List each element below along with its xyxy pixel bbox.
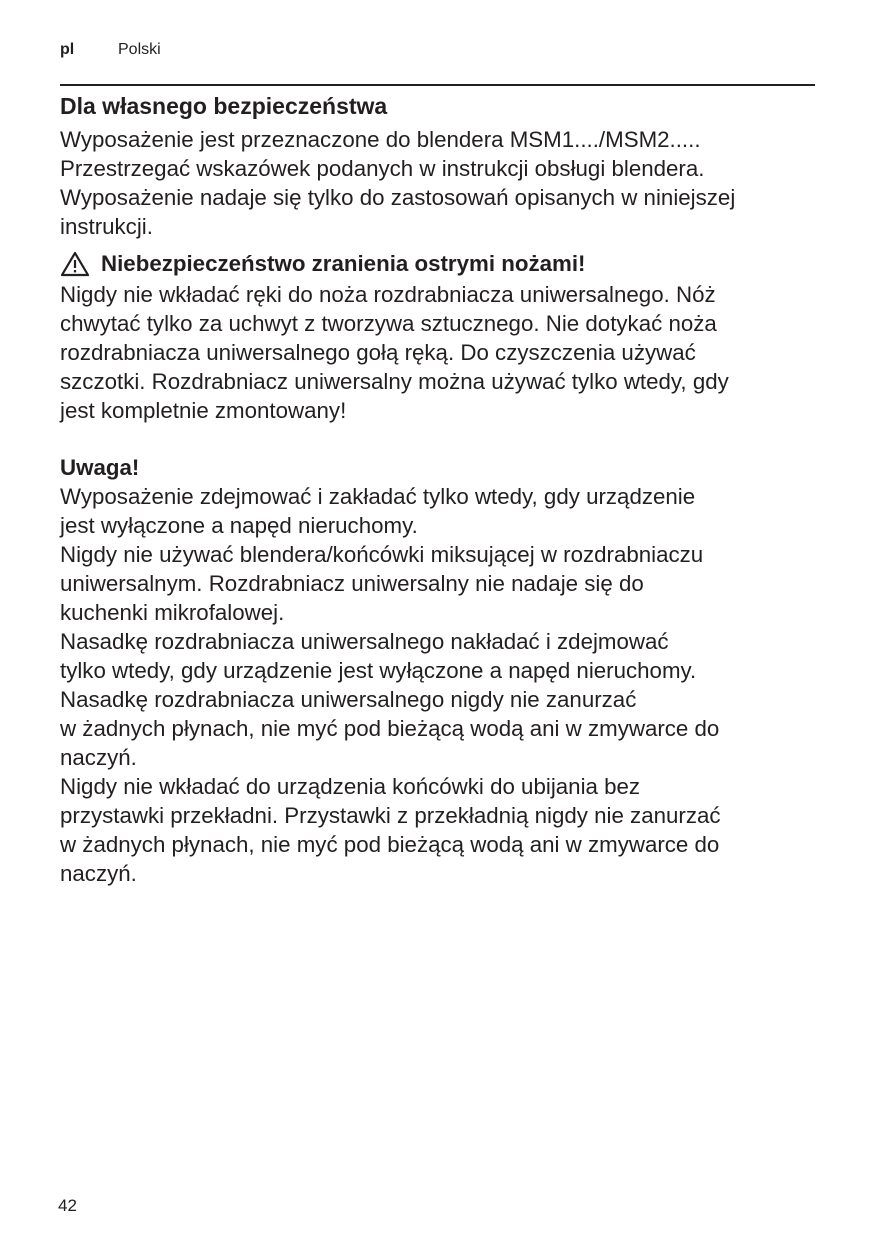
language-code: pl — [60, 41, 75, 58]
note-title: Uwaga! — [60, 455, 140, 480]
note-line: naczyń. — [60, 745, 137, 770]
note-line: Wyposażenie zdejmować i zakładać tylko wtedy, gdy urządzenie — [60, 484, 696, 509]
warning-triangle-icon — [60, 251, 90, 277]
intro-paragraph — [60, 125, 820, 241]
intro-line: instrukcji. — [60, 214, 153, 239]
note-line: Nigdy nie używać blendera/końcówki miksującej w rozdrabniaczu — [60, 542, 704, 567]
intro-line: Przestrzegać wskazówek podanych w instrukcji obsługi blendera. — [60, 156, 705, 181]
warning-line: Nigdy nie wkładać ręki do noża rozdrabniacza uniwersalnego. Nóż — [60, 282, 716, 307]
note-line: w żadnych płynach, nie myć pod bieżącą wodą ani w zmywarce do — [60, 832, 720, 857]
page-number: 42 — [58, 1196, 77, 1215]
intro-line: Wyposażenie nadaje się tylko do zastosowań opisanych w niniejszej — [60, 185, 736, 210]
note-line: jest wyłączone a napęd nieruchomy. — [60, 513, 418, 538]
note-line: tylko wtedy, gdy urządzenie jest wyłączone a napęd nieruchomy. — [60, 658, 697, 683]
warning-title: Niebezpieczeństwo zranienia ostrymi nożami! — [101, 251, 586, 276]
section-title: Dla własnego bezpieczeństwa — [60, 93, 388, 119]
intro-line: Wyposażenie jest przeznaczone do blendera MSM1..../MSM2..... — [60, 127, 701, 152]
warning-heading — [60, 249, 585, 278]
warning-line: jest kompletnie zmontowany! — [60, 398, 347, 423]
warning-line: szczotki. Rozdrabniacz uniwersalny można używać tylko wtedy, gdy — [60, 369, 729, 394]
warning-line: rozdrabniacza uniwersalnego gołą ręką. Do czyszczenia używać — [60, 340, 696, 365]
warning-line: chwytać tylko za uchwyt z tworzywa sztucznego. Nie dotykać noża — [60, 311, 717, 336]
header-divider — [60, 84, 815, 86]
warning-paragraph — [60, 280, 820, 425]
note-line: Nasadkę rozdrabniacza uniwersalnego nigdy nie zanurzać — [60, 687, 637, 712]
note-paragraph — [60, 482, 820, 888]
note-line: przystawki przekładni. Przystawki z przekładnią nigdy nie zanurzać — [60, 803, 721, 828]
note-line: Nasadkę rozdrabniacza uniwersalnego nakładać i zdejmować — [60, 629, 669, 654]
note-line: Nigdy nie wkładać do urządzenia końcówki do ubijania bez — [60, 774, 641, 799]
note-line: naczyń. — [60, 861, 137, 886]
note-line: uniwersalnym. Rozdrabniacz uniwersalny nie nadaje się do — [60, 571, 644, 596]
note-line: w żadnych płynach, nie myć pod bieżącą wodą ani w zmywarce do — [60, 716, 720, 741]
note-line: kuchenki mikrofalowej. — [60, 600, 285, 625]
language-name: Polski — [118, 41, 161, 58]
